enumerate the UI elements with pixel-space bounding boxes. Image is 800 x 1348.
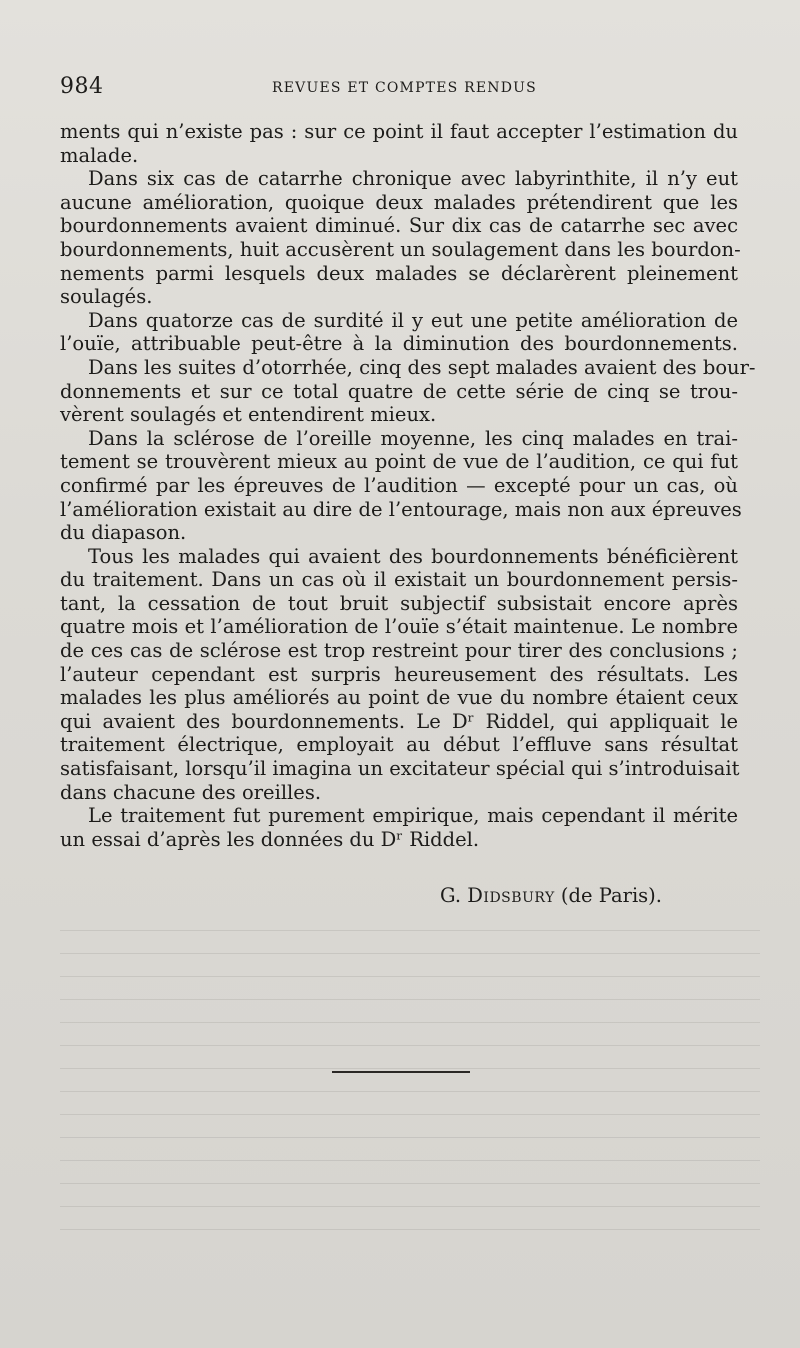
text-line: ments qui n’existe pas : sur ce point il faut accepter l’estimation du bbox=[60, 120, 738, 143]
page-number: 984 bbox=[60, 74, 104, 99]
show-through-texture bbox=[60, 930, 760, 1290]
text-line: l’ouïe, attribuable peut-être à la diminution des bourdonnements. bbox=[60, 332, 738, 356]
text-line: Tous les malades qui avaient des bourdonnements bénéficièrent bbox=[88, 544, 738, 568]
text-line: du diapason. bbox=[60, 521, 187, 545]
text-line: dans chacune des oreilles. bbox=[60, 780, 322, 804]
text-line: Le traitement fut purement empirique, mais cependant il mérite bbox=[88, 804, 738, 828]
text-line: nements parmi lesquels deux malades se déclarèrent pleinement bbox=[60, 261, 738, 285]
text-line: l’auteur cependant est surpris heureusement des résultats. Les bbox=[60, 662, 738, 686]
text-line: Dans la sclérose de l’oreille moyenne, les cinq malades en trai- bbox=[88, 426, 738, 450]
text-line: bourdonnements avaient diminué. Sur dix cas de catarrhe sec avec bbox=[60, 214, 738, 238]
text-line: tant, la cessation de tout bruit subjectif subsistait encore après bbox=[60, 591, 738, 615]
section-divider bbox=[332, 1071, 470, 1073]
author-name: Didsbury bbox=[467, 884, 555, 907]
text-line: malade. bbox=[60, 143, 139, 167]
text-line: satisfaisant, lorsqu’il imagina un excitateur spécial qui s’introduisait bbox=[60, 757, 740, 781]
author-signature bbox=[440, 884, 662, 907]
text-line: bourdonnements, huit accusèrent un soulagement dans les bourdon- bbox=[60, 237, 741, 261]
text-line: confirmé par les épreuves de l’audition — excepté pour un cas, où bbox=[60, 473, 738, 497]
author-place: (de Paris). bbox=[560, 884, 662, 907]
text-line: qui avaient des bourdonnements. Le Dʳ Riddel, qui appliquait le bbox=[60, 709, 738, 733]
text-line: de ces cas de sclérose est trop restreint pour tirer des conclusions ; bbox=[60, 639, 738, 663]
text-line: donnements et sur ce total quatre de cette série de cinq se trou- bbox=[60, 379, 738, 403]
text-line: traitement électrique, employait au début l’effluve sans résultat bbox=[60, 733, 738, 757]
text-line: aucune amélioration, quoique deux malades prétendirent que les bbox=[60, 190, 738, 214]
page-header bbox=[60, 74, 760, 104]
text-line: soulagés. bbox=[60, 285, 153, 309]
author-initial: G. bbox=[440, 884, 462, 907]
article-body bbox=[60, 120, 756, 851]
text-line: Dans quatorze cas de surdité il y eut une petite amélioration de bbox=[88, 308, 738, 332]
text-line: un essai d’après les données du Dʳ Riddel. bbox=[60, 827, 480, 851]
text-line: quatre mois et l’amélioration de l’ouïe s’était maintenue. Le nombre bbox=[60, 615, 738, 639]
text-line: vèrent soulagés et entendirent mieux. bbox=[60, 403, 437, 427]
text-line: Dans six cas de catarrhe chronique avec labyrinthite, il n’y eut bbox=[88, 167, 738, 191]
text-line: l’amélioration existait au dire de l’entourage, mais non aux épreuves bbox=[60, 497, 742, 521]
text-line: du traitement. Dans un cas où il existait un bourdonnement persis- bbox=[60, 568, 738, 592]
text-line: tement se trouvèrent mieux au point de vue de l’audition, ce qui fut bbox=[60, 450, 738, 474]
running-head: REVUES ET COMPTES RENDUS bbox=[272, 80, 537, 96]
text-line: malades les plus améliorés au point de vue du nombre étaient ceux bbox=[60, 686, 738, 710]
text-line: Dans les suites d’otorrhée, cinq des sept malades avaient des bour- bbox=[88, 355, 756, 379]
